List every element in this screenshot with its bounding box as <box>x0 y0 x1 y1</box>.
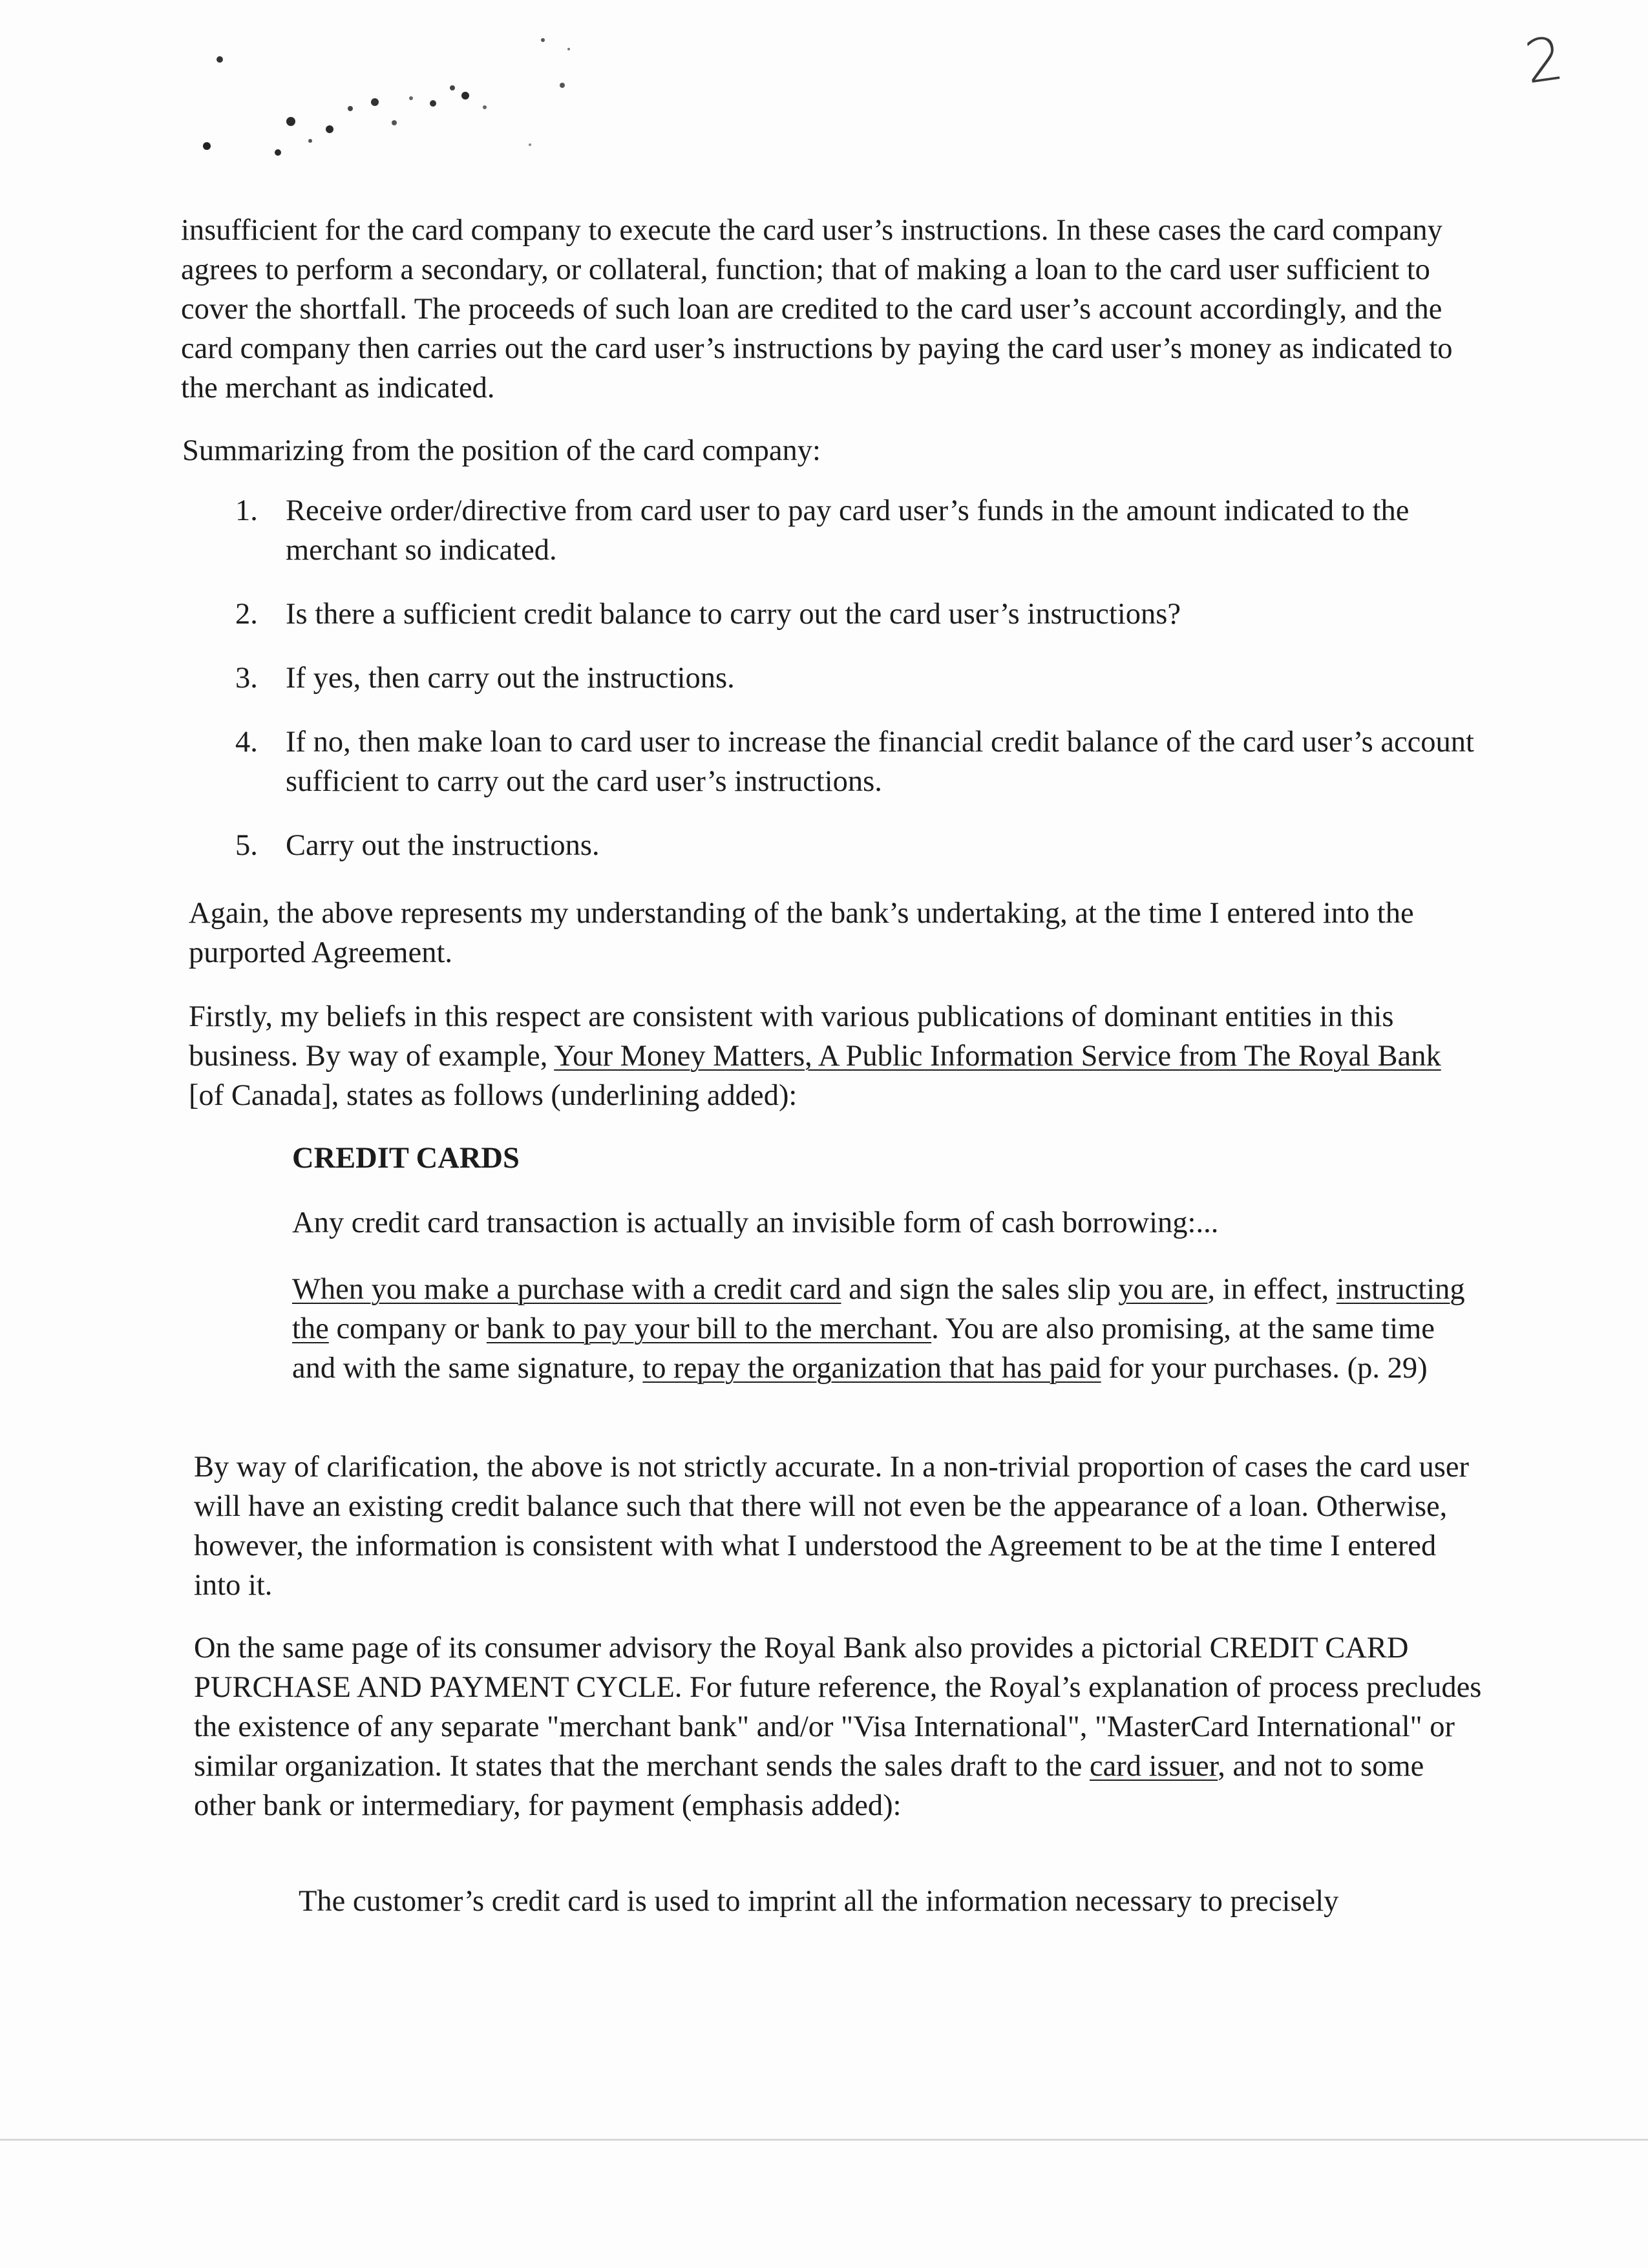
payment-cycle-text-after: , and not to some other bank or intermediary, for payment (emphasis added): <box>194 1750 1424 1822</box>
publication-paragraph <box>189 997 1481 1115</box>
publication-text-after: [of Canada], states as follows (underlining added): <box>189 1079 798 1112</box>
quote-underline-4: bank to pay your bill to the merchant <box>486 1312 932 1345</box>
list-item <box>226 491 1486 570</box>
quote-underline-1: When you make a purchase with a credit card <box>292 1273 841 1306</box>
quote-underline-2: you are <box>1118 1273 1208 1306</box>
list-number: 3. <box>235 662 258 695</box>
quote-text-2: , in effect, <box>1207 1273 1336 1306</box>
quote-text-4: . You are also promising, at the same time and with the same signature, <box>292 1312 1435 1385</box>
quote-text-1: and sign the sales slip <box>841 1273 1119 1306</box>
quote-underline-5: to repay the organization that has paid <box>642 1352 1101 1385</box>
list-number: 1. <box>235 494 258 527</box>
quote-text-3: company or <box>328 1312 487 1345</box>
list-text: If yes, then carry out the instructions. <box>286 662 735 695</box>
page-number: 2 <box>1520 23 1568 98</box>
list-text: Is there a sufficient credit balance to carry out the card user’s instructions? <box>286 598 1181 631</box>
list-item <box>226 658 1486 698</box>
list-number: 4. <box>235 726 258 759</box>
clarification-paragraph: By way of clarification, the above is not strictly accurate. In a non-trivial proportion of cases the card user will have an existing credit balance such that there will not even be the appearance of a loan. Otherwise, however, the information is consistent with what I understood the Agreement to be at the time I entered into it. <box>194 1451 1469 1602</box>
scan-edge-line <box>0 2139 1648 2141</box>
list-item <box>226 826 1486 865</box>
list-text: Receive order/directive from card user to pay card user’s funds in the amount indicated to the merchant so indicated. <box>286 494 1410 567</box>
quote-heading: CREDIT CARDS <box>292 1142 520 1175</box>
quote-underline-3: instructing the <box>292 1273 1465 1345</box>
quote-line-1: Any credit card transaction is actually an invisible form of cash borrowing:... <box>292 1206 1219 1239</box>
list-item <box>226 722 1486 801</box>
summary-intro: Summarizing from the position of the card company: <box>182 434 821 467</box>
quote-text-5: for your purchases. (p. 29) <box>1101 1352 1428 1385</box>
list-text: Carry out the instructions. <box>286 829 600 862</box>
card-issuer-underlined: card issuer <box>1090 1750 1218 1783</box>
list-number: 2. <box>235 598 258 631</box>
publication-text-before: Firstly, my beliefs in this respect are consistent with various publications of dominant entities in this business. By way of example, <box>189 1000 1394 1073</box>
payment-cycle-paragraph <box>194 1628 1486 1825</box>
quote-paragraph <box>292 1270 1468 1388</box>
paragraph-continuation: insufficient for the card company to execute the card user’s instructions. In these cases the card company agrees to perform a secondary, or collateral, function; that of making a loan to the card user sufficient to cover the shortfall. The proceeds of such loan are credited to the card user’s account accordingly, and the card company then carries out the card user’s instructions by paying the card user’s money as indicated to the merchant as indicated. <box>181 214 1453 404</box>
process-steps-list <box>226 491 1486 890</box>
quote-line-3: The customer’s credit card is used to imprint all the information necessary to precisely <box>299 1885 1339 1918</box>
understanding-paragraph: Again, the above represents my understanding of the bank’s undertaking, at the time I entered into the purported Agreement. <box>189 897 1414 969</box>
list-item <box>226 594 1486 634</box>
list-number: 5. <box>235 829 258 862</box>
payment-cycle-text-before: On the same page of its consumer advisory the Royal Bank also provides a pictorial CREDIT CARD PURCHASE AND PAYMENT CYCLE. For future reference, the Royal’s explanation of process precludes the existence of any separate "merchant bank" and/or "Visa International", "MasterCard International" or similar organization. It states that the merchant sends the sales draft to the <box>194 1632 1482 1783</box>
publication-title: Your Money Matters, A Public Information Service from The Royal Bank <box>554 1040 1441 1073</box>
scan-specks <box>181 26 633 168</box>
list-text: If no, then make loan to card user to increase the financial credit balance of the card user’s account sufficient to carry out the card user’s instructions. <box>286 726 1474 798</box>
